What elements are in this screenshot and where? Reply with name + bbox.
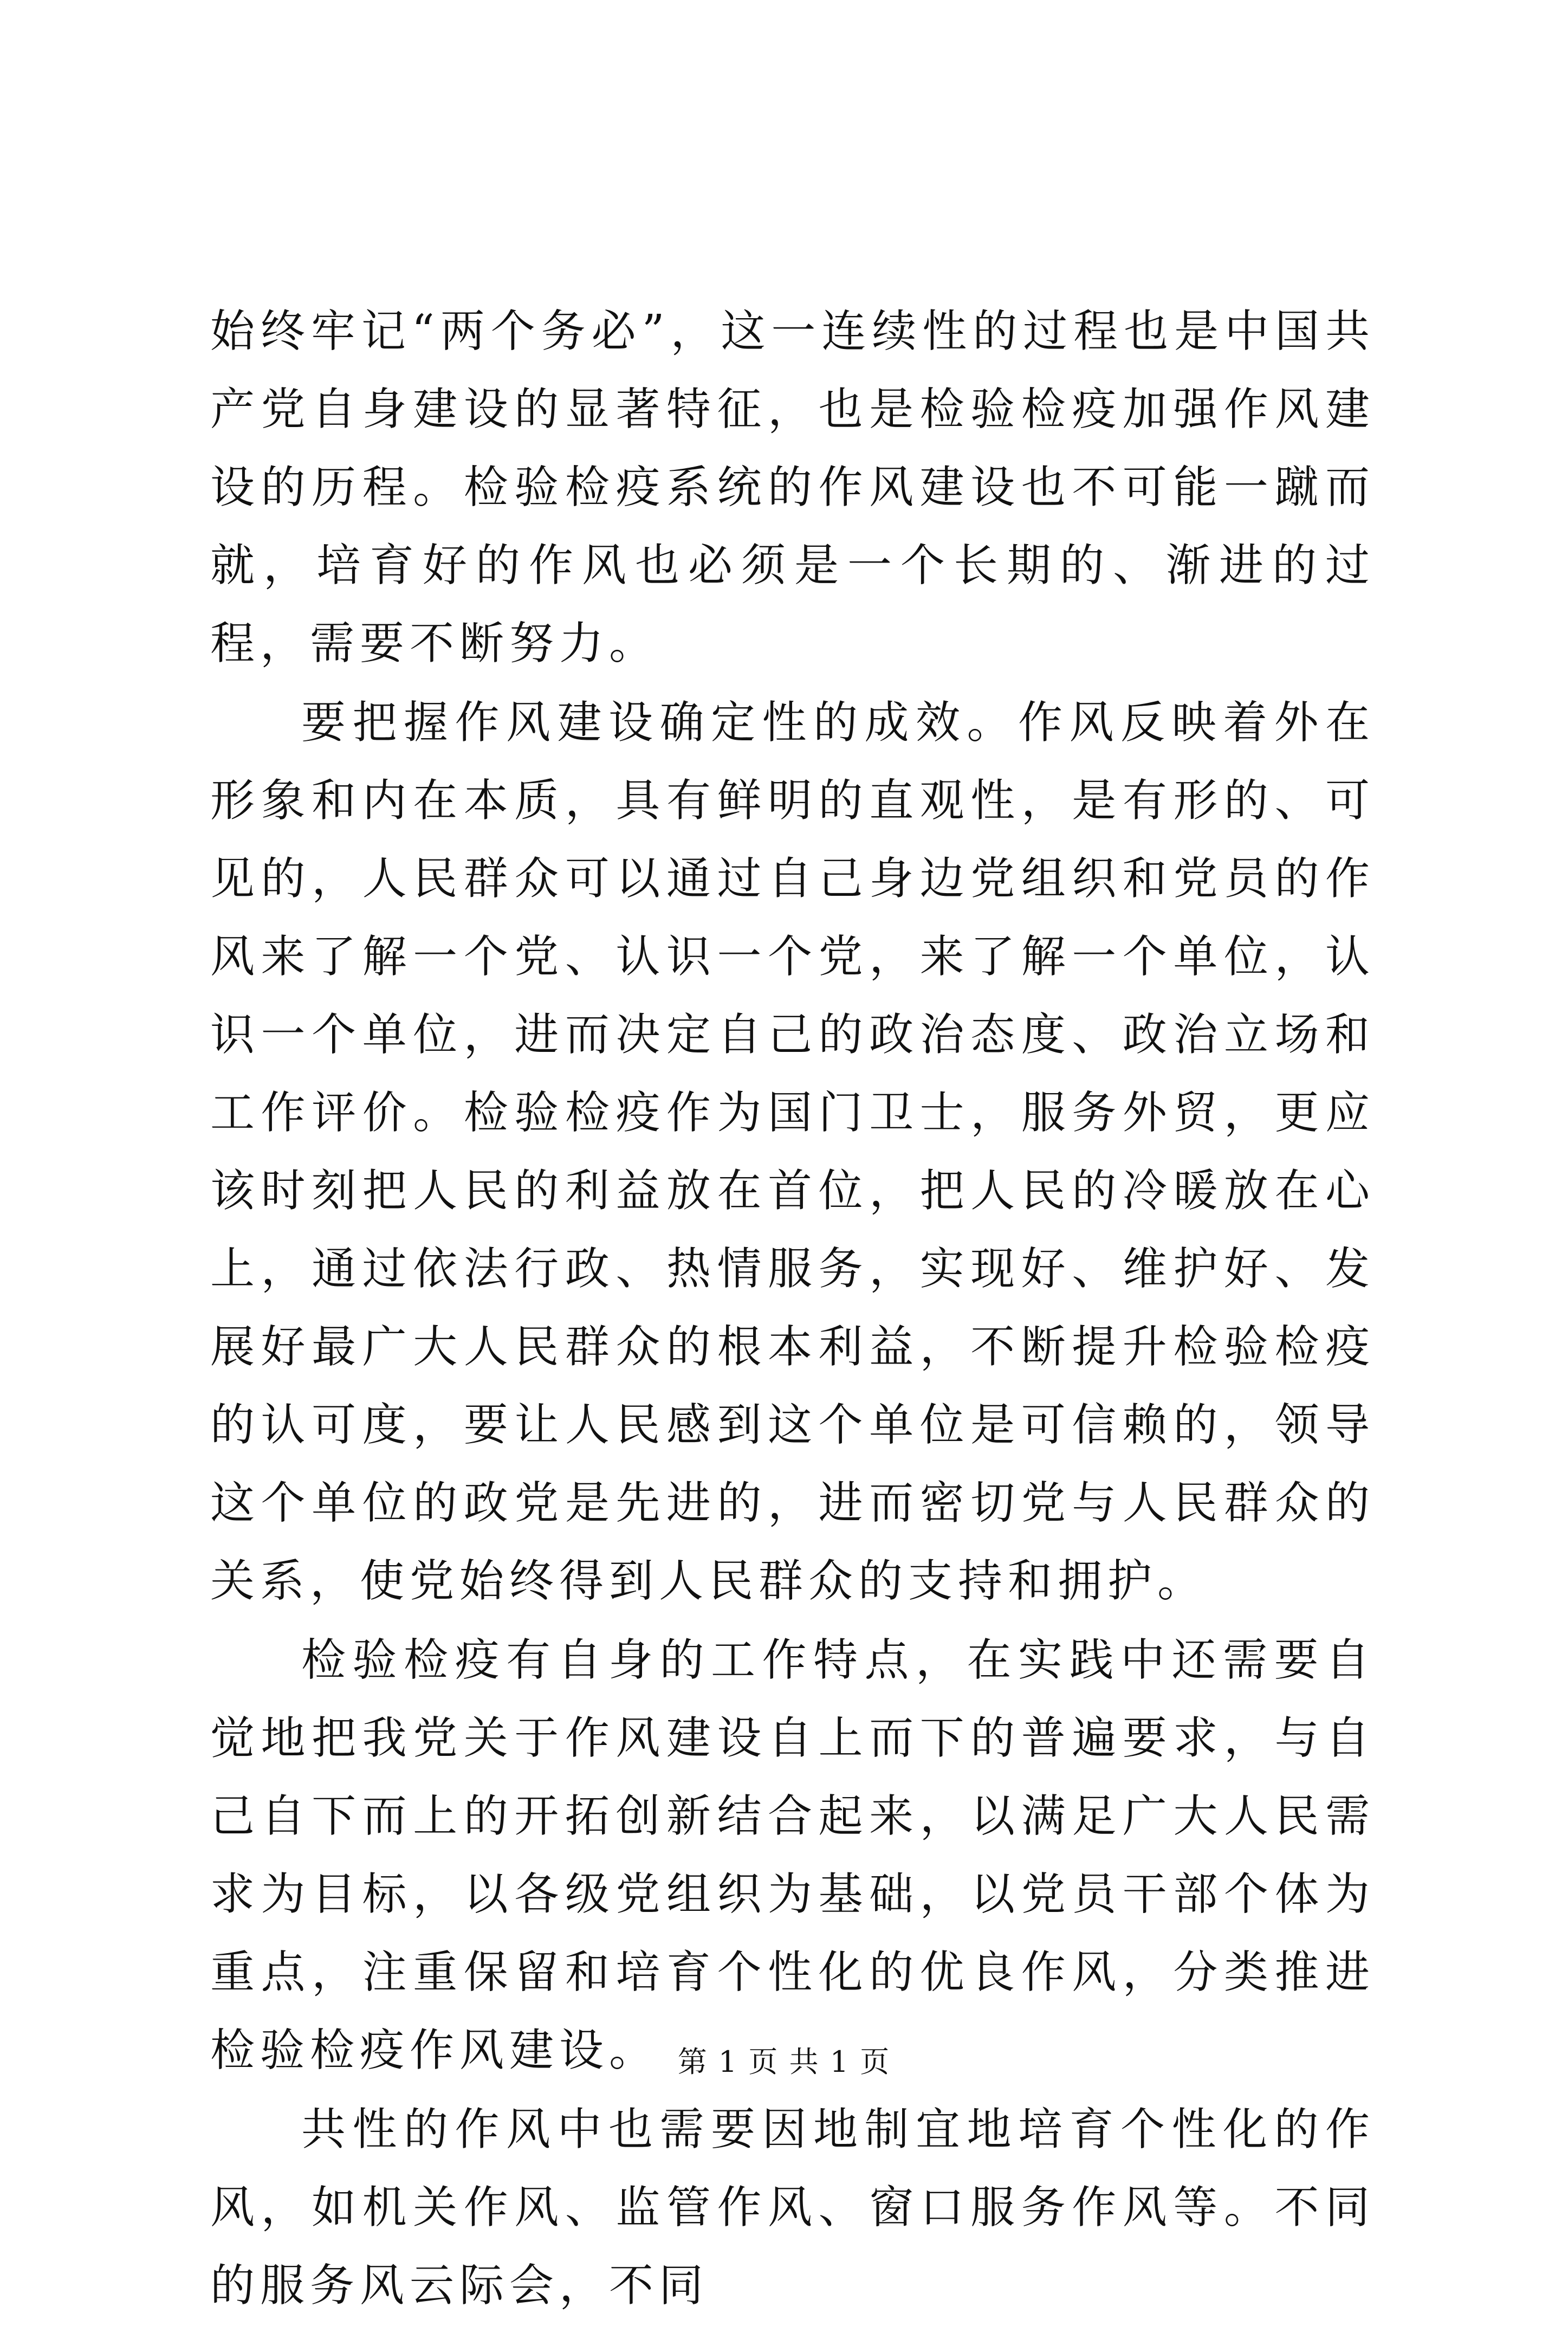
page-footer: 第 1 页 共 1 页 — [677, 2045, 891, 2079]
paragraph-1: 始终牢记“两个务必”，这一连续性的过程也是中国共产党自身建设的显著特征，也是检验检疫加强作风建设的历程。检验检疫系统的作风建设也不可能一蹴而就，培育好的作风也必须是一个长期的、渐进的过程，需要不断努力。 — [210, 306, 1375, 669]
paragraph-3: 检验检疫有自身的工作特点，在实践中还需要自觉地把我党关于作风建设自上而下的普遍要求，与自己自下而上的开拓创新结合起来，以满足广大人民需求为目标，以各级党组织为基础，以党员干部个体为重点，注重保留和培育个性化的优良作风，分类推进检验检疫作风建设。 — [210, 1634, 1375, 2076]
paragraph-4: 共性的作风中也需要因地制宜地培育个性化的作风，如机关作风、监管作风、窗口服务作风等。不同的服务风云际会，不同 — [210, 2104, 1375, 2311]
paragraph-2: 要把握作风建设确定性的成效。作风反映着外在形象和内在本质，具有鲜明的直观性，是有形的、可见的，人民群众可以通过自己身边党组织和党员的作风来了解一个党、认识一个党，来了解一个单位，认识一个单位，进而决定自己的政治态度、政治立场和工作评价。检验检疫作为国门卫士，服务外贸，更应该时刻把人民的利益放在首位，把人民的冷暖放在心上，通过依法行政、热情服务，实现好、维护好、发展好最广大人民群众的根本利益，不断提升检验检疫的认可度，要让人民感到这个单位是可信赖的，领导这个单位的政党是先进的，进而密切党与人民群众的关系，使党始终得到人民群众的支持和拥护。 — [210, 697, 1375, 1607]
document-body — [210, 293, 1375, 2326]
